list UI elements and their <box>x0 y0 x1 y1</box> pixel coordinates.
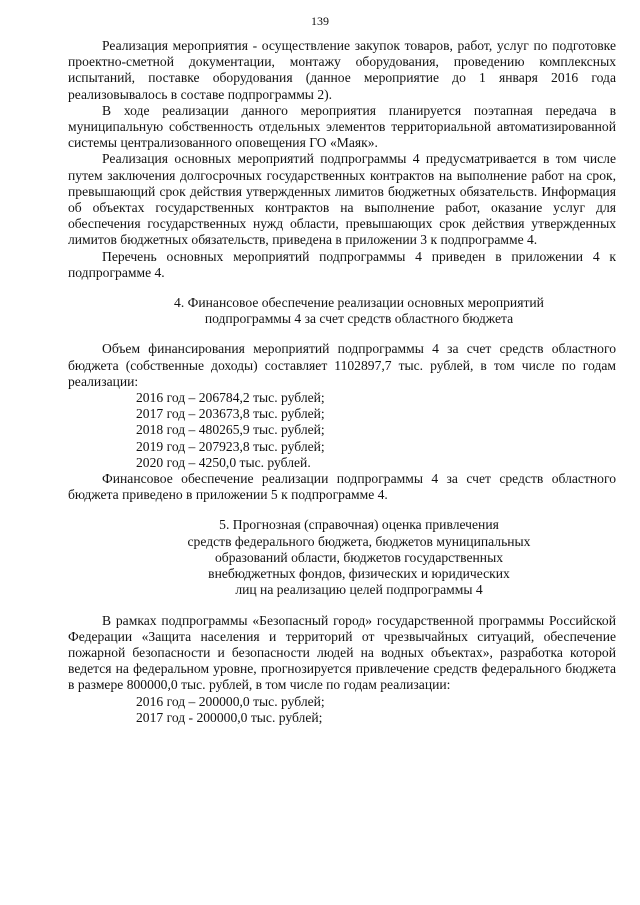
funding-year-line: 2017 год – 203673,8 тыс. рублей; <box>136 406 325 422</box>
section-5-heading-line: внебюджетных фондов, физических и юридических <box>208 566 510 582</box>
section-5-heading-line: средств федерального бюджета, бюджетов муниципальных <box>187 533 531 549</box>
section-5-intro: В рамках подпрограммы «Безопасный город» государственной программы Российской Федерации «Защита населения и территорий от чрезвычайных ситуаций, обеспечение пожарной безопасности и безопасности людей на водных объектах», разработка которой ведется на федеральном уровне, прогнозируется привлечение средств федерального бюджета в размере 800000,0 тыс. рублей, в том числе по годам реализации: <box>68 612 616 693</box>
funding-year-line: 2020 год – 4250,0 тыс. рублей. <box>136 454 311 470</box>
funding-year-line: 2016 год – 206784,2 тыс. рублей; <box>136 390 325 406</box>
paragraph: В ходе реализации данного мероприятия планируется поэтапная передача в муниципальную собственность отдельных элементов территориальной автоматизированной системы централизованного оповещения ГО «Маяк». <box>68 102 616 151</box>
section-4-intro: Объем финансирования мероприятий подпрограммы 4 за счет средств областного бюджета (собственные доходы) составляет 1102897,7 тыс. рублей, в том числе по годам реализации: <box>68 341 616 389</box>
section-4-heading-line: 4. Финансовое обеспечение реализации основных мероприятий <box>174 295 544 311</box>
funding-year-line: 2018 год – 480265,9 тыс. рублей; <box>136 422 325 438</box>
section-4-heading-line: подпрограммы 4 за счет средств областного бюджета <box>204 311 514 327</box>
section-5-heading-line: образований области, бюджетов государственных <box>214 549 504 565</box>
federal-year-line: 2016 год – 200000,0 тыс. рублей; <box>136 693 325 709</box>
paragraph: Перечень основных мероприятий подпрограммы 4 приведен в приложении 4 к подпрограмме 4. <box>68 248 616 280</box>
document-body <box>68 38 616 726</box>
federal-year-line: 2017 год - 200000,0 тыс. рублей; <box>136 709 323 725</box>
section-5-heading-line: лиц на реализацию целей подпрограммы 4 <box>235 582 483 598</box>
section-5-heading-line: 5. Прогнозная (справочная) оценка привлечения <box>219 517 499 533</box>
paragraph: Реализация мероприятия - осуществление закупок товаров, работ, услуг по подготовке проектно-сметной документации, монтажу оборудования, проведению комплексных испытаний, поставке оборудования (данное мероприятие до 1 января 2016 года реализовывалось в составе подпрограммы 2). <box>68 38 616 102</box>
funding-year-line: 2019 год – 207923,8 тыс. рублей; <box>136 438 325 454</box>
page-number: 139 <box>311 14 329 28</box>
paragraph: Реализация основных мероприятий подпрограммы 4 предусматривается в том числе путем заключения долгосрочных государственных контрактов на выполнение работ на срок, превышающий срок действия утвержденных лимитов бюджетных обязательств. Информация об объектах государственных контрактов на выполнение работ, оказание услуг для обеспечения государственных нужд области, превышающих срок действия утвержденных лимитов бюджетных обязательств, приведена в приложении 3 к подпрограмме 4. <box>68 151 616 248</box>
section-4-closing: Финансовое обеспечение реализации подпрограммы 4 за счет средств областного бюджета приведено в приложении 5 к подпрограмме 4. <box>68 471 616 503</box>
